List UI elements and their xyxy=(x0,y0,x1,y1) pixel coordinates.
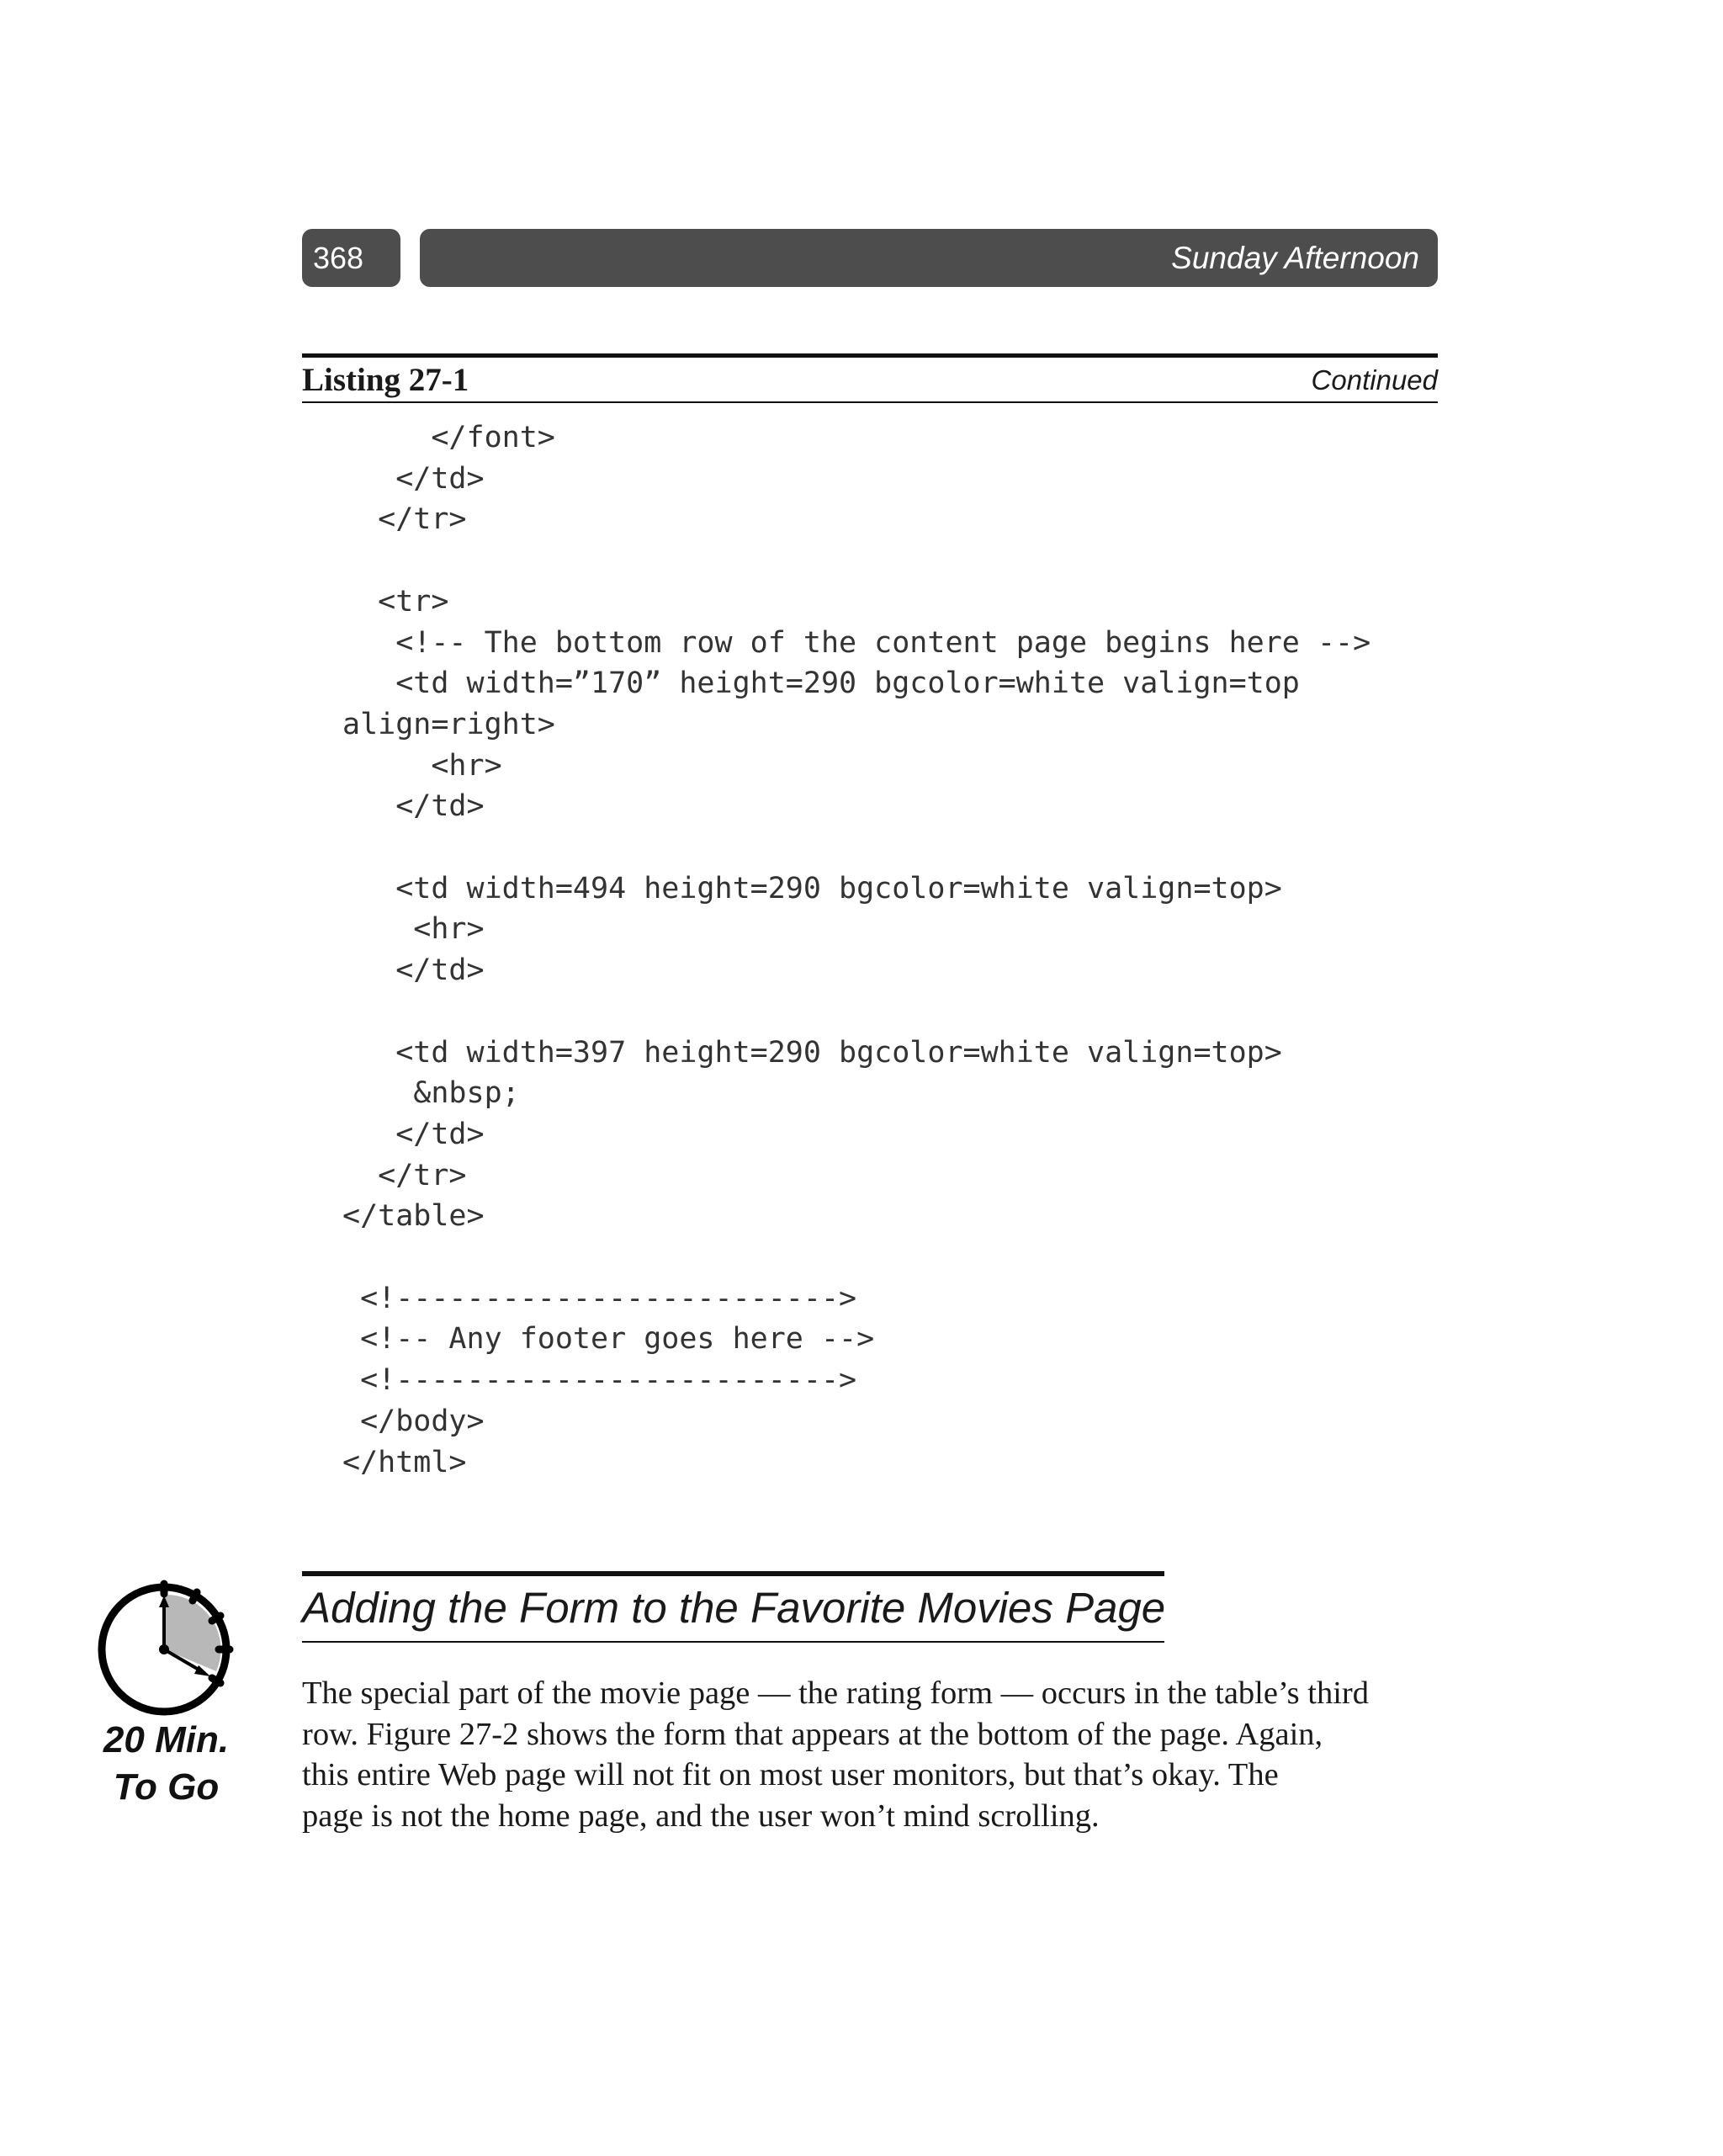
paragraph-line: this entire Web page will not fit on most user monitors, but that’s okay. The xyxy=(302,1757,1279,1793)
listing-continued-label: Continued xyxy=(1311,364,1438,396)
listing-title: Listing 27-1 xyxy=(302,362,469,398)
paragraph-line: page is not the home page, and the user won’t mind scrolling. xyxy=(302,1798,1100,1835)
code-listing: </font> </td> </tr> <tr> <!-- The bottom row of the content page begins here --> <td width=”170” height=290 bgcolor=white valign=top align=right> <hr> </td> <td width=494 height=290 bgcolor=white valign=top> <hr> </td> <td width=397 height=290 bgcolor=white valign=top> &nbsp; </td> </tr> </table> <!-------------------------> <!-- Any footer goes here --> <!-------------------------> </body> </html> xyxy=(342,421,1371,1479)
body-paragraph xyxy=(302,1673,1442,1837)
paragraph-line: The special part of the movie page — the rating form — occurs in the table’s third xyxy=(302,1675,1369,1711)
section-title: Adding the Form to the Favorite Movies Page xyxy=(302,1584,1166,1632)
paragraph-line: row. Figure 27-2 shows the form that appears at the bottom of the page. Again, xyxy=(302,1716,1323,1752)
listing-header xyxy=(302,353,1438,403)
page-number: 368 xyxy=(302,229,400,287)
timer-label-minutes: 20 Min. xyxy=(103,1719,230,1760)
section-heading-rule xyxy=(302,1571,1164,1643)
timer-label xyxy=(84,1717,248,1811)
stopwatch-icon xyxy=(93,1567,244,1718)
timer-label-to-go: To Go xyxy=(113,1766,220,1808)
running-title: Sunday Afternoon xyxy=(420,229,1438,287)
